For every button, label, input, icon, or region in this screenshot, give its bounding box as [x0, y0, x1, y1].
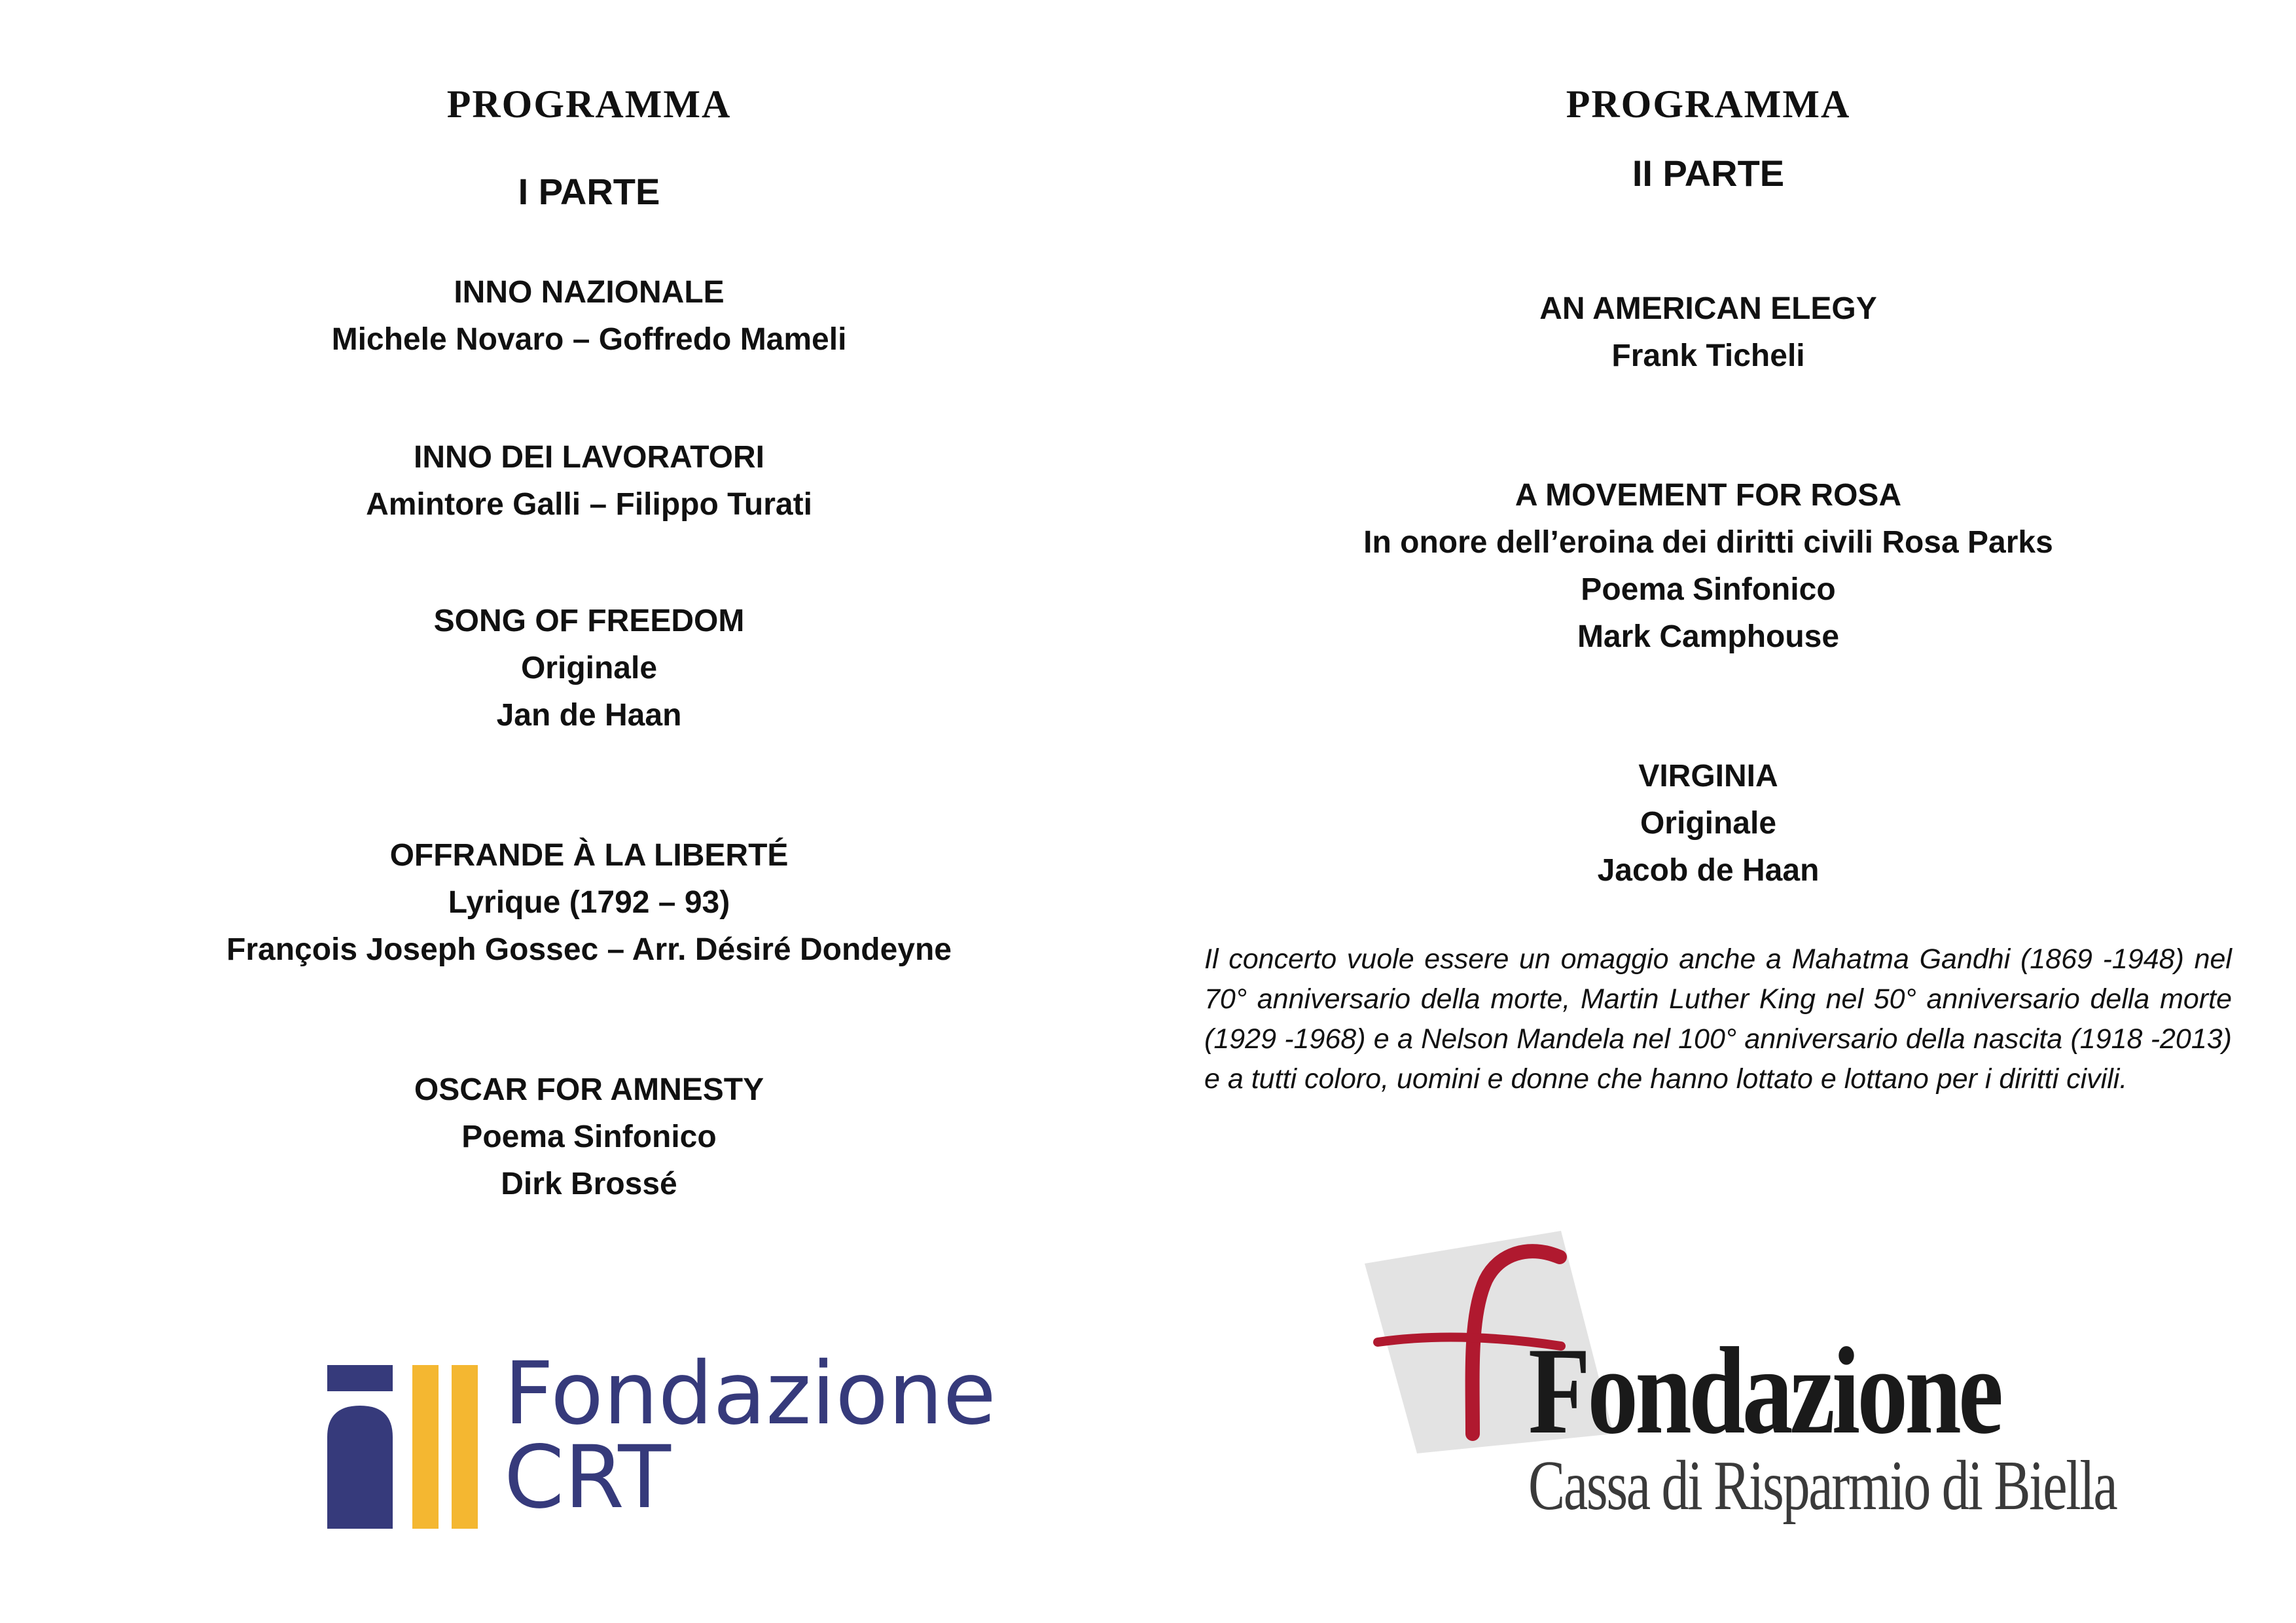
piece-line: In onore dell’eroina dei diritti civili Rosa Parks: [1363, 525, 2053, 560]
part-title: I PARTE: [518, 171, 660, 212]
crt-logo-text: [504, 1343, 996, 1528]
piece-line: Michele Novaro – Goffredo Mameli: [331, 322, 847, 357]
piece-line: Originale: [1640, 806, 1777, 841]
piece-line: Dirk Brossé: [501, 1167, 677, 1201]
piece-title: A MOVEMENT FOR ROSA: [1515, 478, 1902, 513]
part-title: II PARTE: [1632, 153, 1785, 194]
program-heading: PROGRAMMA: [446, 82, 732, 126]
piece-title: AN AMERICAN ELEGY: [1539, 291, 1877, 326]
piece-title: INNO NAZIONALE: [454, 275, 725, 310]
piece: [1178, 753, 2238, 894]
piece-title: VIRGINIA: [1638, 759, 1778, 793]
piece: [118, 832, 1060, 974]
dedication-note: Il concerto vuole essere un omaggio anche a Mahatma Gandhi (1869 -1948) nel 70° anniversario della morte, Martin Luther King nel 50° anniversario della morte (1929 -1968) e a Nelson Mandela nel 100° anniversario della nascita (1918 -2013) e a tutti coloro, uomini e donne che hanno lottato e lottano per i diritti civili.: [1204, 943, 2232, 1095]
piece-title: INNO DEI LAVORATORI: [413, 440, 764, 475]
program-heading: PROGRAMMA: [1566, 82, 1851, 126]
piece: [1178, 285, 2238, 380]
piece: [1178, 472, 2238, 661]
fondazione-biella-logo: [1352, 1218, 2117, 1525]
fondazione-crt-logo: [327, 1343, 996, 1535]
piece-line: Frank Ticheli: [1611, 338, 1805, 373]
piece-title: SONG OF FREEDOM: [433, 604, 745, 638]
piece: [118, 1067, 1060, 1208]
crt-logo-line2: CRT: [504, 1427, 671, 1528]
biella-logo-line2: Cassa di Risparmio di Biella: [1528, 1447, 2117, 1525]
piece-line: Poema Sinfonico: [461, 1120, 717, 1154]
piece: [118, 269, 1060, 363]
piece-line: Mark Camphouse: [1577, 619, 1840, 654]
piece-line: Jan de Haan: [496, 698, 682, 733]
piece-title: OFFRANDE À LA LIBERTÉ: [389, 838, 789, 873]
piece-line: Jacob de Haan: [1597, 853, 1820, 888]
piece: [118, 434, 1060, 528]
crt-mark-icon: [327, 1365, 478, 1529]
piece-title: OSCAR FOR AMNESTY: [414, 1072, 764, 1107]
biella-logo-line1: Fondazione: [1528, 1322, 2001, 1460]
piece: [118, 598, 1060, 739]
piece-line: Lyrique (1792 – 93): [448, 885, 730, 920]
piece-line: Poema Sinfonico: [1581, 572, 1836, 607]
piece-line: Amintore Galli – Filippo Turati: [366, 487, 812, 522]
piece-line: Originale: [520, 651, 658, 685]
piece-line: François Joseph Gossec – Arr. Désiré Dondeyne: [226, 932, 952, 967]
crt-logo-line1: Fondazione: [504, 1343, 996, 1444]
